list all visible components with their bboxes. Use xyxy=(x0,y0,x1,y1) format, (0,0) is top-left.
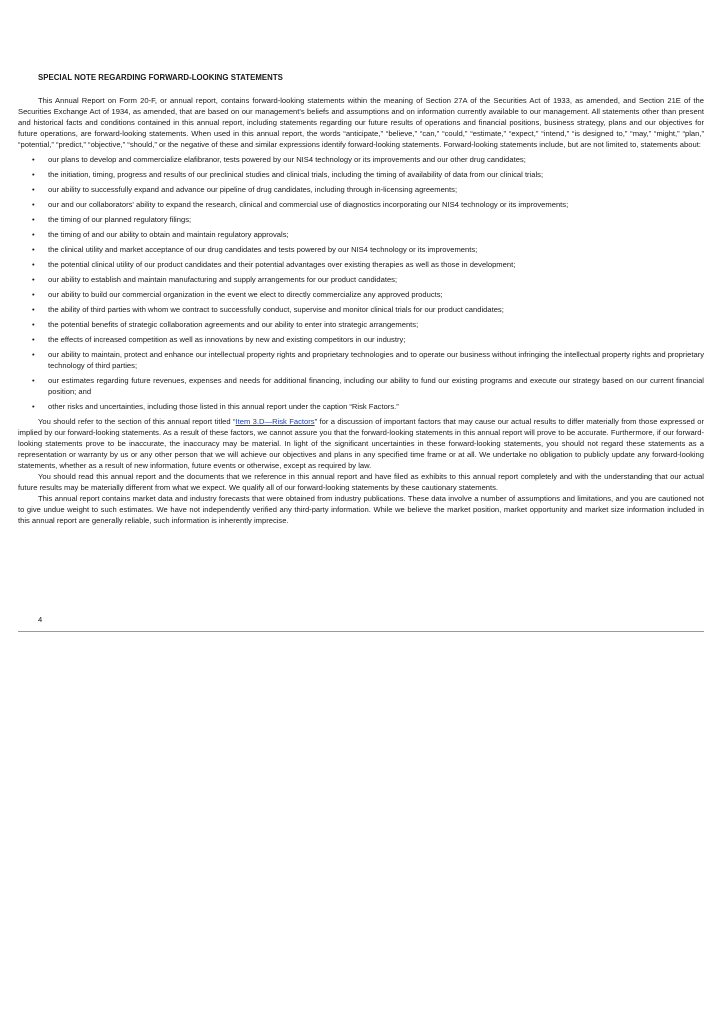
list-item xyxy=(18,259,704,270)
list-item xyxy=(18,349,704,371)
section-heading: SPECIAL NOTE REGARDING FORWARD-LOOKING STATEMENTS xyxy=(38,73,283,82)
risk-factors-paragraph xyxy=(18,416,704,471)
bullet-icon: • xyxy=(32,155,35,164)
bullet-icon: • xyxy=(32,170,35,179)
bullet-icon: • xyxy=(32,290,35,299)
list-item xyxy=(18,319,704,330)
bullet-icon: • xyxy=(32,305,35,314)
list-item-text: our and our collaborators' ability to expand the research, clinical and commercial use of diagnostics incorporating our NIS4 technology or its improvements; xyxy=(48,200,569,209)
list-item xyxy=(18,214,704,225)
list-item xyxy=(18,184,704,195)
intro-paragraph: This Annual Report on Form 20-F, or annual report, contains forward-looking statements within the meaning of Section 27A of the Securities Act of 1933, as amended, and Section 21E of the Securities Exchange Act of 1934, as amended, that are based on our management's beliefs and assumptions and on information currently available to our management. All statements other than present and historical facts and conditions contained in this annual report, including statements regarding our future results of operations and financial positions, business strategy, plans and our objectives for future operations, are forward-looking statements. When used in this annual report, the words “anticipate,” “believe,” “can,” “could,” “estimate,” “expect,” “intend,” “is designed to,” “may,” “might,” “plan,” “potential,” “predict,” “objective,” “should,” or the negative of these and similar expressions identify forward-looking statements. Forward-looking statements include, but are not limited to, statements about: xyxy=(18,96,704,149)
bullet-icon: • xyxy=(32,260,35,269)
list-item xyxy=(18,375,704,397)
bullet-icon: • xyxy=(32,185,35,194)
page-divider xyxy=(18,631,704,632)
risk-paragraph-rest: ” for a discussion of important factors that may cause our actual results to differ materially from those expressed or implied by our forward-looking statements. As a result of these factors, we cannot assure you that the forward-looking statements in this annual report will prove to be accurate. Furthermore, if our forward-looking statements prove to be inaccurate, the inaccuracy may be material. In light of the significant uncertainties in these forward-looking statements, you should not regard these statements as a representation or warranty by us or any other person that we will achieve our objectives and plans in any specified time frame or at all. We undertake no obligation to publicly update any forward-looking statements, whether as a result of new information, future events or otherwise, except as required by law. xyxy=(18,417,705,470)
forward-looking-topics-list xyxy=(18,154,704,412)
bullet-icon: • xyxy=(32,350,35,359)
list-item-text: the initiation, timing, progress and results of our preclinical studies and clinical trials, including the timing of availability of data from our clinical trials; xyxy=(48,170,544,179)
list-item xyxy=(18,289,704,300)
list-item-text: our ability to establish and maintain manufacturing and supply arrangements for our product candidates; xyxy=(48,275,398,284)
bullet-icon: • xyxy=(32,230,35,239)
list-item-text: the potential benefits of strategic collaboration agreements and our ability to enter into strategic arrangements; xyxy=(48,320,419,329)
list-item xyxy=(18,229,704,240)
list-item xyxy=(18,154,704,165)
bullet-icon: • xyxy=(32,275,35,284)
list-item-text: the timing of our planned regulatory filings; xyxy=(48,215,192,224)
list-item xyxy=(18,274,704,285)
list-item xyxy=(18,169,704,180)
list-item-text: our ability to build our commercial organization in the event we elect to directly commercialize any approved products; xyxy=(48,290,443,299)
list-item-text: other risks and uncertainties, including those listed in this annual report under the caption “Risk Factors.” xyxy=(48,402,399,411)
page-number: 4 xyxy=(38,615,43,624)
list-item-text: the ability of third parties with whom we contract to successfully conduct, supervise and monitor clinical trials for our product candidates; xyxy=(48,305,504,314)
document-content xyxy=(18,72,704,526)
risk-paragraph-lead: You should refer to the section of this annual report titled “ xyxy=(38,417,236,426)
bullet-icon: • xyxy=(32,245,35,254)
read-report-paragraph: You should read this annual report and the documents that we reference in this annual report and have filed as exhibits to this annual report completely and with the understanding that our actual future results may be materially different from what we expect. We qualify all of our forward-looking statements by these cautionary statements. xyxy=(18,472,704,492)
list-item-text: our plans to develop and commercialize elafibranor, tests powered by our NIS4 technology or its improvements and our other drug candidates; xyxy=(48,155,526,164)
risk-factors-link[interactable]: Item 3.D—Risk Factors xyxy=(235,417,315,426)
list-item xyxy=(18,244,704,255)
bullet-icon: • xyxy=(32,215,35,224)
list-item xyxy=(18,304,704,315)
bullet-icon: • xyxy=(32,200,35,209)
bullet-icon: • xyxy=(32,335,35,344)
bullet-icon: • xyxy=(32,320,35,329)
list-item xyxy=(18,334,704,345)
list-item-text: our estimates regarding future revenues, expenses and needs for additional financing, including our ability to fund our existing programs and execute our strategy based on our current financial position; and xyxy=(48,376,704,396)
bullet-icon: • xyxy=(32,402,35,411)
list-item-text: the clinical utility and market acceptance of our drug candidates and tests powered by our NIS4 technology or its improvements; xyxy=(48,245,478,254)
bullet-icon: • xyxy=(32,376,35,385)
list-item-text: our ability to successfully expand and advance our pipeline of drug candidates, including through in-licensing agreements; xyxy=(48,185,458,194)
list-item-text: the effects of increased competition as well as innovations by new and existing competitors in our industry; xyxy=(48,335,406,344)
market-data-paragraph: This annual report contains market data and industry forecasts that were obtained from industry publications. These data involve a number of assumptions and limitations, and you are cautioned not to give undue weight to such estimates. We have not independently verified any third-party information. While we believe the market position, market opportunity and market size information included in this annual report are generally reliable, such information is inherently imprecise. xyxy=(18,494,704,525)
list-item xyxy=(18,199,704,210)
list-item-text: our ability to maintain, protect and enhance our intellectual property rights and proprietary technologies and to operate our business without infringing the intellectual property rights and proprietary technology of third parties; xyxy=(48,350,704,370)
list-item-text: the potential clinical utility of our product candidates and their potential advantages over existing therapies as well as those in development; xyxy=(48,260,516,269)
list-item xyxy=(18,401,704,412)
list-item-text: the timing of and our ability to obtain and maintain regulatory approvals; xyxy=(48,230,289,239)
